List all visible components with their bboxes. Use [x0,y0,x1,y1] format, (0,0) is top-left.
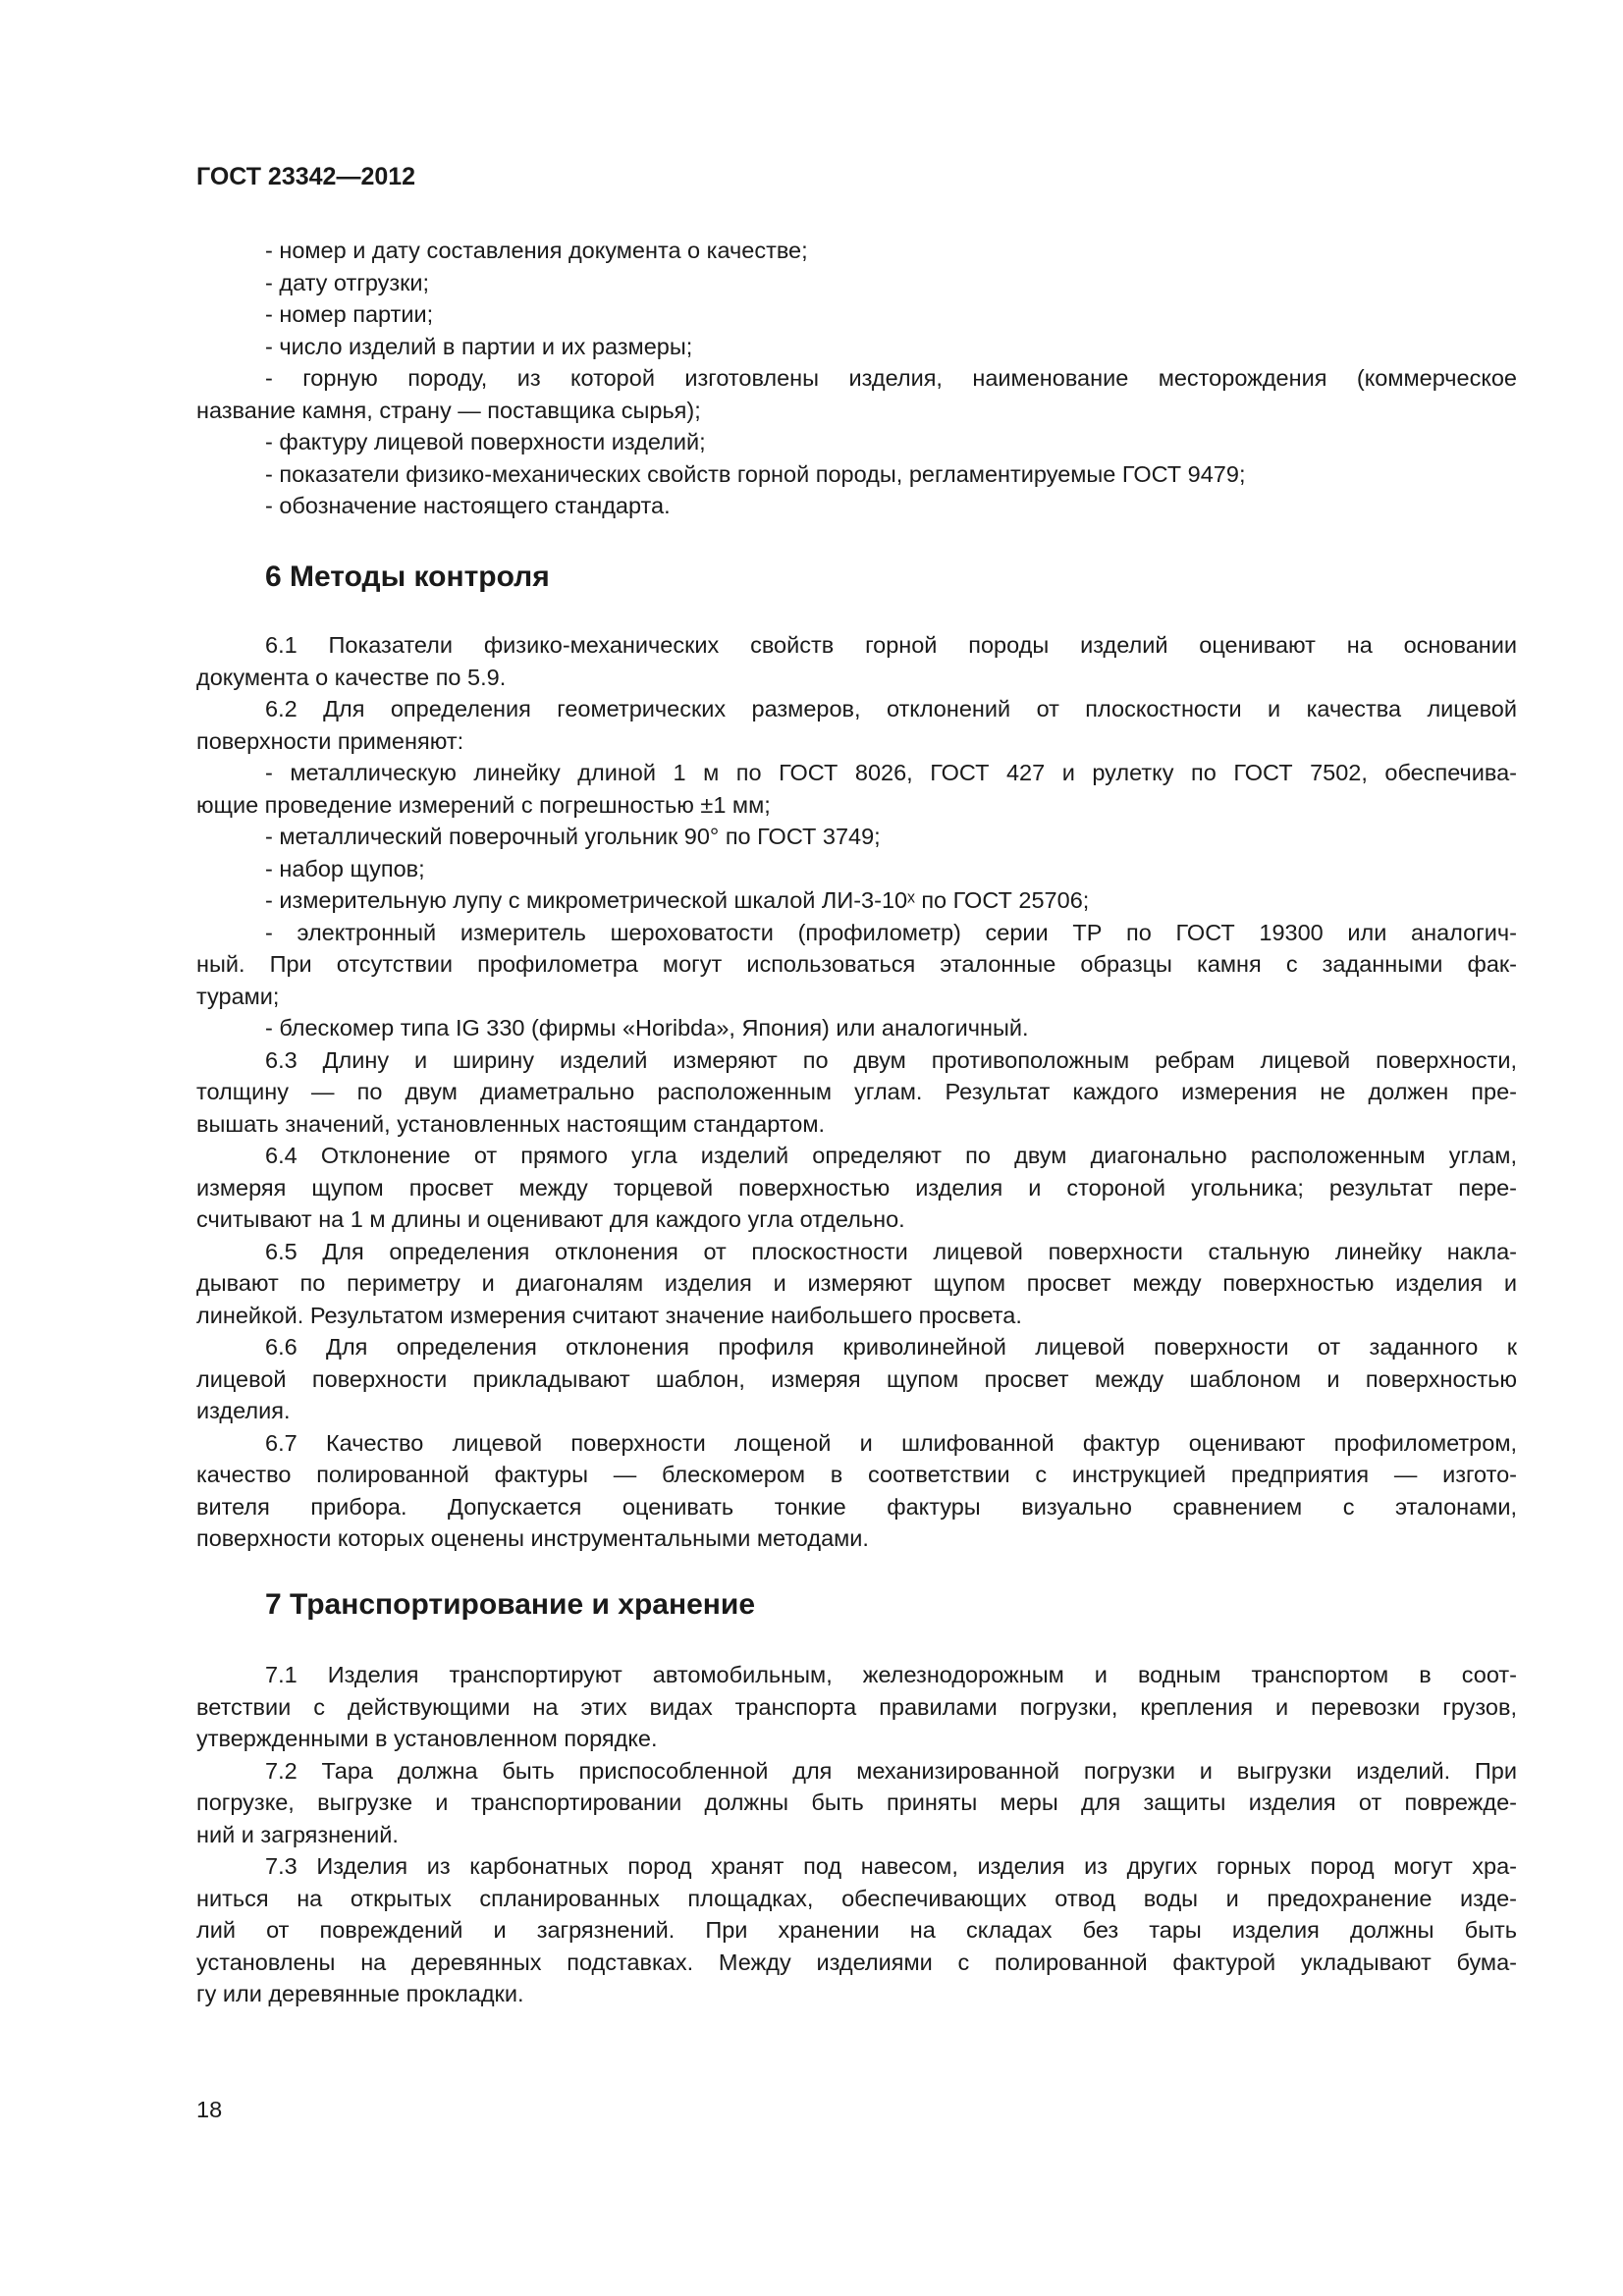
page-number: 18 [196,2097,223,2122]
paragraph [196,458,1517,491]
text-line: 6.6 Для определения отклонения профиля криволинейной лицевой поверхности от заданного к [265,1334,1517,1360]
text-line: 6.7 Качество лицевой поверхности лощеной и шлифованной фактур оценивают профилометром, [265,1429,1517,1456]
paragraph [196,884,1517,917]
text-line: 7.1 Изделия транспортируют автомобильным, железнодорожным и водным транспортом в соот- [265,1662,1517,1687]
text-line: линейкой. Результатом измерения считают значение наибольшего просвета. [196,1302,1022,1328]
paragraph [196,629,1517,693]
text-line: 6.4 Отклонение от прямого угла изделий определяют по двум диагонально расположенным углам, [265,1143,1517,1168]
text-line: - металлическую линейку длиной 1 м по ГОСТ 8026, ГОСТ 427 и рулетку по ГОСТ 7502, обеспечива- [265,760,1517,785]
paragraph [196,235,1517,267]
text-line: установлены на деревянных подставках. Между изделиями с полированной фактурой укладывают бума- [196,1949,1517,1975]
text-line: - металлический поверочный угольник 90° по ГОСТ 3749; [265,824,881,849]
text-line: поверхности которых оценены инструментальными методами. [196,1525,869,1551]
document-header: ГОСТ 23342—2012 [196,163,416,190]
paragraph [196,757,1517,821]
paragraph [196,490,1517,522]
text-line: погрузке, выгрузке и транспортировании должны быть приняты меры для защиты изделия от поврежде- [196,1789,1517,1815]
text-line: - набор щупов; [265,855,425,881]
intro-list [196,235,1517,522]
paragraph [196,1044,1517,1141]
text-line: 6.2 Для определения геометрических размеров, отклонений от плоскостности и качества лицевой [265,696,1517,721]
paragraph [196,331,1517,363]
text-line: вышать значений, установленных настоящим стандартом. [196,1110,826,1137]
text-line: название камня, страну — поставщика сырья); [196,397,701,423]
text-line: лицевой поверхности прикладывают шаблон, измеряя щупом просвет между шаблоном и поверхностью [196,1365,1517,1392]
text-line: гу или деревянные прокладки. [196,1981,524,2006]
text-line: изделия. [196,1398,291,1423]
paragraph [196,1236,1517,1332]
text-line: - число изделий в партии и их размеры; [265,333,693,359]
paragraph [196,1331,1517,1427]
paragraph [196,1850,1517,2010]
paragraph [196,1659,1517,1755]
text-line: - измерительную лупу с микрометрической шкалой ЛИ-3-10ˣ по ГОСТ 25706; [265,887,1090,913]
section-7-body [196,1659,1517,2010]
text-line: качество полированной фактуры — блескомером в соответствии с инструкцией предприятия — изгото- [196,1462,1517,1487]
paragraph [196,298,1517,331]
text-line: турами; [196,983,280,1009]
text-line: измеряя щупом просвет между торцевой поверхностью изделия и стороной угольника; результат пере- [196,1174,1517,1201]
text-line: 7.3 Изделия из карбонатных пород хранят под навесом, изделия из других горных пород могут хра- [265,1853,1517,1879]
paragraph [196,1755,1517,1851]
text-line: вителя прибора. Допускается оценивать тонкие фактуры визуально сравнением с эталонами, [196,1493,1517,1520]
paragraph [196,693,1517,757]
text-line: 6.1 Показатели физико-механических свойств горной породы изделий оценивают на основании [265,632,1517,658]
section-6-heading: 6 Методы контроля [265,561,550,593]
text-line: утвержденными в установленном порядке. [196,1726,658,1751]
text-line: дывают по периметру и диагоналям изделия и измеряют щупом просвет между поверхностью изделия и [196,1270,1517,1296]
text-line: лий от повреждений и загрязнений. При хранении на складах без тары изделия должны быть [196,1917,1517,1943]
text-line: - номер партии; [265,301,434,327]
paragraph [196,1427,1517,1555]
text-line: 7.2 Тара должна быть приспособленной для механизированной погрузки и выгрузки изделий. При [265,1757,1517,1784]
section-7-heading: 7 Транспортирование и хранение [265,1588,756,1621]
text-line: документа о качестве по 5.9. [196,664,507,690]
text-line: ный. При отсутствии профилометра могут использоваться эталонные образцы камня с заданными фак- [196,951,1517,977]
paragraph [196,426,1517,458]
text-line: ющие проведение измерений с погрешностью ±1 мм; [196,791,771,818]
text-line: толщину — по двум диаметрально расположенным углам. Результат каждого измерения не должен пре- [196,1079,1517,1104]
section-6-body [196,629,1517,1555]
paragraph [196,267,1517,299]
text-line: ветствии с действующими на этих видах транспорта правилами погрузки, крепления и перевозки грузов, [196,1693,1517,1720]
text-line: - номер и дату составления документа о качестве; [265,238,808,263]
text-line: 6.3 Длину и ширину изделий измеряют по двум противоположным ребрам лицевой поверхности, [265,1046,1517,1073]
paragraph [196,1140,1517,1236]
paragraph [196,917,1517,1013]
text-line: - фактуру лицевой поверхности изделий; [265,429,706,454]
text-line: - показатели физико-механических свойств горной породы, регламентируемые ГОСТ 9479; [265,460,1246,487]
paragraph [196,1012,1517,1044]
paragraph [196,853,1517,885]
text-line: 6.5 Для определения отклонения от плоскостности лицевой поверхности стальную линейку накла- [265,1238,1517,1264]
text-line: - обозначение настоящего стандарта. [265,493,671,518]
text-line: - электронный измеритель шероховатости (профилометр) серии ТР по ГОСТ 19300 или аналогич- [265,919,1517,945]
paragraph [196,821,1517,853]
text-line: - блескомер типа IG 330 (фирмы «Horibda», Япония) или аналогичный. [265,1015,1029,1041]
text-line: ний и загрязнений. [196,1821,399,1847]
text-line: поверхности применяют: [196,727,464,754]
paragraph [196,362,1517,426]
text-line: считывают на 1 м длины и оценивают для каждого угла отдельно. [196,1206,905,1232]
text-line: ниться на открытых спланированных площадках, обеспечивающих отвод воды и предохранение изде- [196,1885,1517,1911]
text-line: - дату отгрузки; [265,269,430,295]
text-line: - горную породу, из которой изготовлены изделия, наименование месторождения (коммерческое [265,365,1517,391]
